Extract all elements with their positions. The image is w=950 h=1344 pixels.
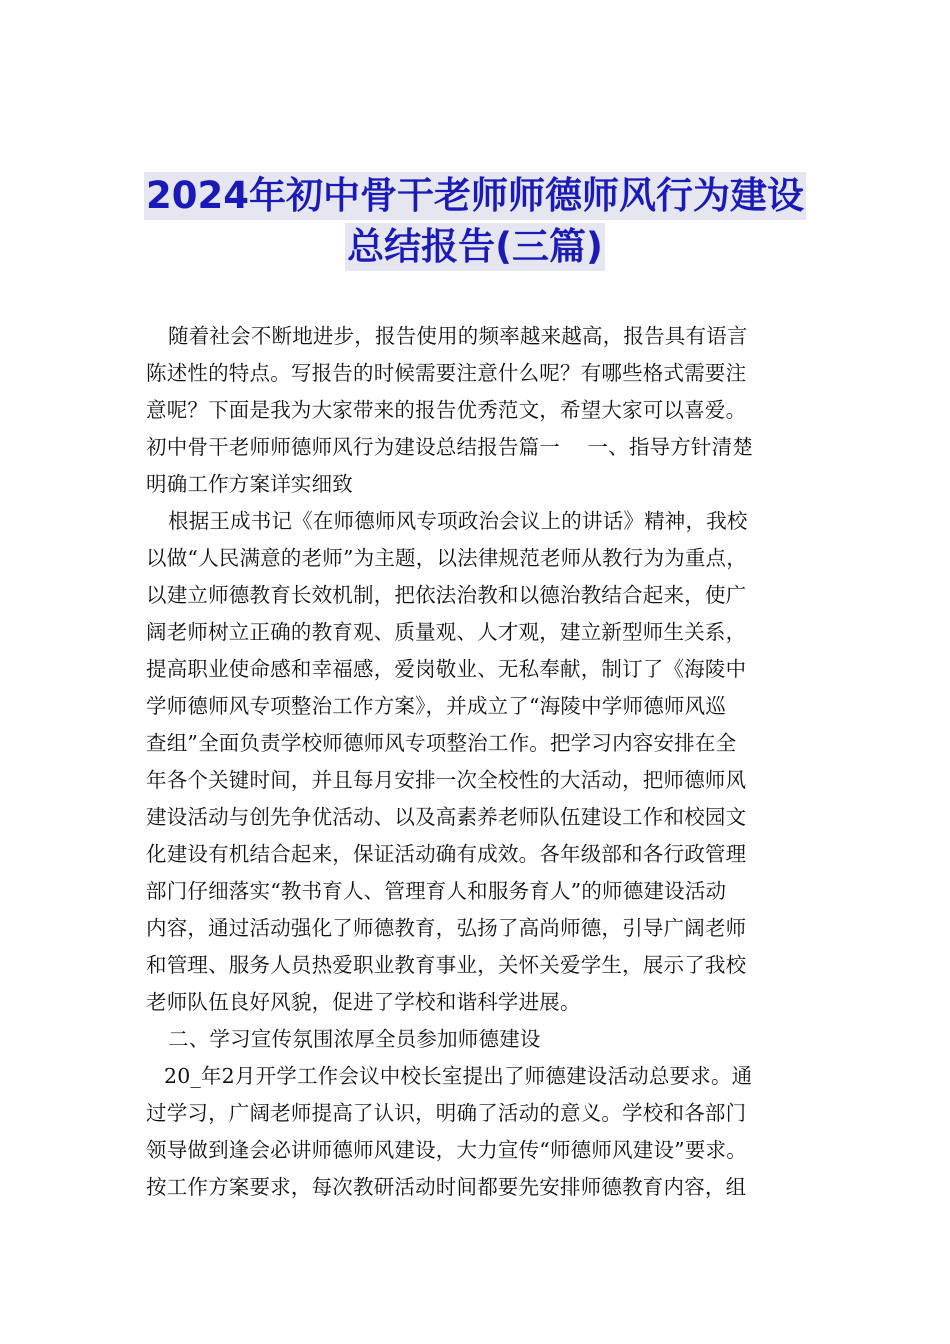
paragraph-line: 根据王成书记《在师德师风专项政治会议上的讲话》精神，我校 [168, 509, 748, 533]
paragraph-line: 领导做到逢会必讲师德师风建设，大力宣传“师德师风建设”要求。 [146, 1138, 747, 1162]
paragraph-line: 查组”全面负责学校师德师风专项整治工作。把学习内容安排在全 [146, 731, 737, 755]
document-title [0, 172, 950, 274]
paragraph-line: 内容，通过活动强化了师德教育，弘扬了高尚师德，引导广阔老师 [146, 916, 747, 940]
paragraph-line: 部门仔细落实“教书育人、管理育人和服务育人”的师德建设活动 [146, 879, 727, 903]
paragraph-line: 建设活动与创先争优活动、以及高素养老师队伍建设工作和校园文 [146, 805, 747, 829]
paragraph-line: 学师德师风专项整治工作方案》，并成立了“海陵中学师德师风巡 [146, 694, 727, 718]
paragraph-line: 和管理、服务人员热爱职业教育事业，关怀关爱学生，展示了我校 [146, 953, 747, 977]
title-line-2: 总结报告(三篇) [345, 223, 605, 271]
paragraph-line: 陈述性的特点。写报告的时候需要注意什么呢？有哪些格式需要注 [146, 361, 747, 385]
paragraph-line: 提高职业使命感和幸福感，爱岗敬业、无私奉献，制订了《海陵中 [146, 657, 747, 681]
paragraph-line: 20_年2月开学工作会议中校长室提出了师德建设活动总要求。通 [164, 1064, 753, 1088]
paragraph-line: 意呢？下面是我为大家带来的报告优秀范文，希望大家可以喜爱。 [146, 398, 747, 422]
section-heading-line: 初中骨干老师师德师风行为建设总结报告篇一 一、指导方针清楚 [146, 435, 754, 459]
paragraph-line: 阔老师树立正确的教育观、质量观、人才观，建立新型师生关系， [146, 620, 747, 644]
paragraph-line: 以建立师德教育长效机制，把依法治教和以德治教结合起来，使广 [146, 583, 747, 607]
paragraph-line: 化建设有机结合起来，保证活动确有成效。各年级部和各行政管理 [146, 842, 747, 866]
paragraph-line: 过学习，广阔老师提高了认识，明确了活动的意义。学校和各部门 [146, 1101, 747, 1125]
section-heading-line: 明确工作方案详实细致 [146, 472, 353, 496]
paragraph-line: 以做“人民满意的老师”为主题，以法律规范老师从教行为为重点， [146, 546, 747, 570]
paragraph-line: 老师队伍良好风貌，促进了学校和谐科学进展。 [146, 990, 581, 1014]
section-heading-line: 二、学习宣传氛围浓厚全员参加师德建设 [168, 1027, 541, 1051]
paragraph-line: 年各个关键时间，并且每月安排一次全校性的大活动，把师德师风 [146, 768, 747, 792]
paragraph-line: 随着社会不断地进步，报告使用的频率越来越高，报告具有语言 [168, 324, 748, 348]
paragraph-line: 按工作方案要求，每次教研活动时间都要先安排师德教育内容，组 [146, 1175, 747, 1199]
document-body [146, 318, 806, 1206]
title-line-1: 2024年初中骨干老师师德师风行为建设 [144, 172, 806, 220]
